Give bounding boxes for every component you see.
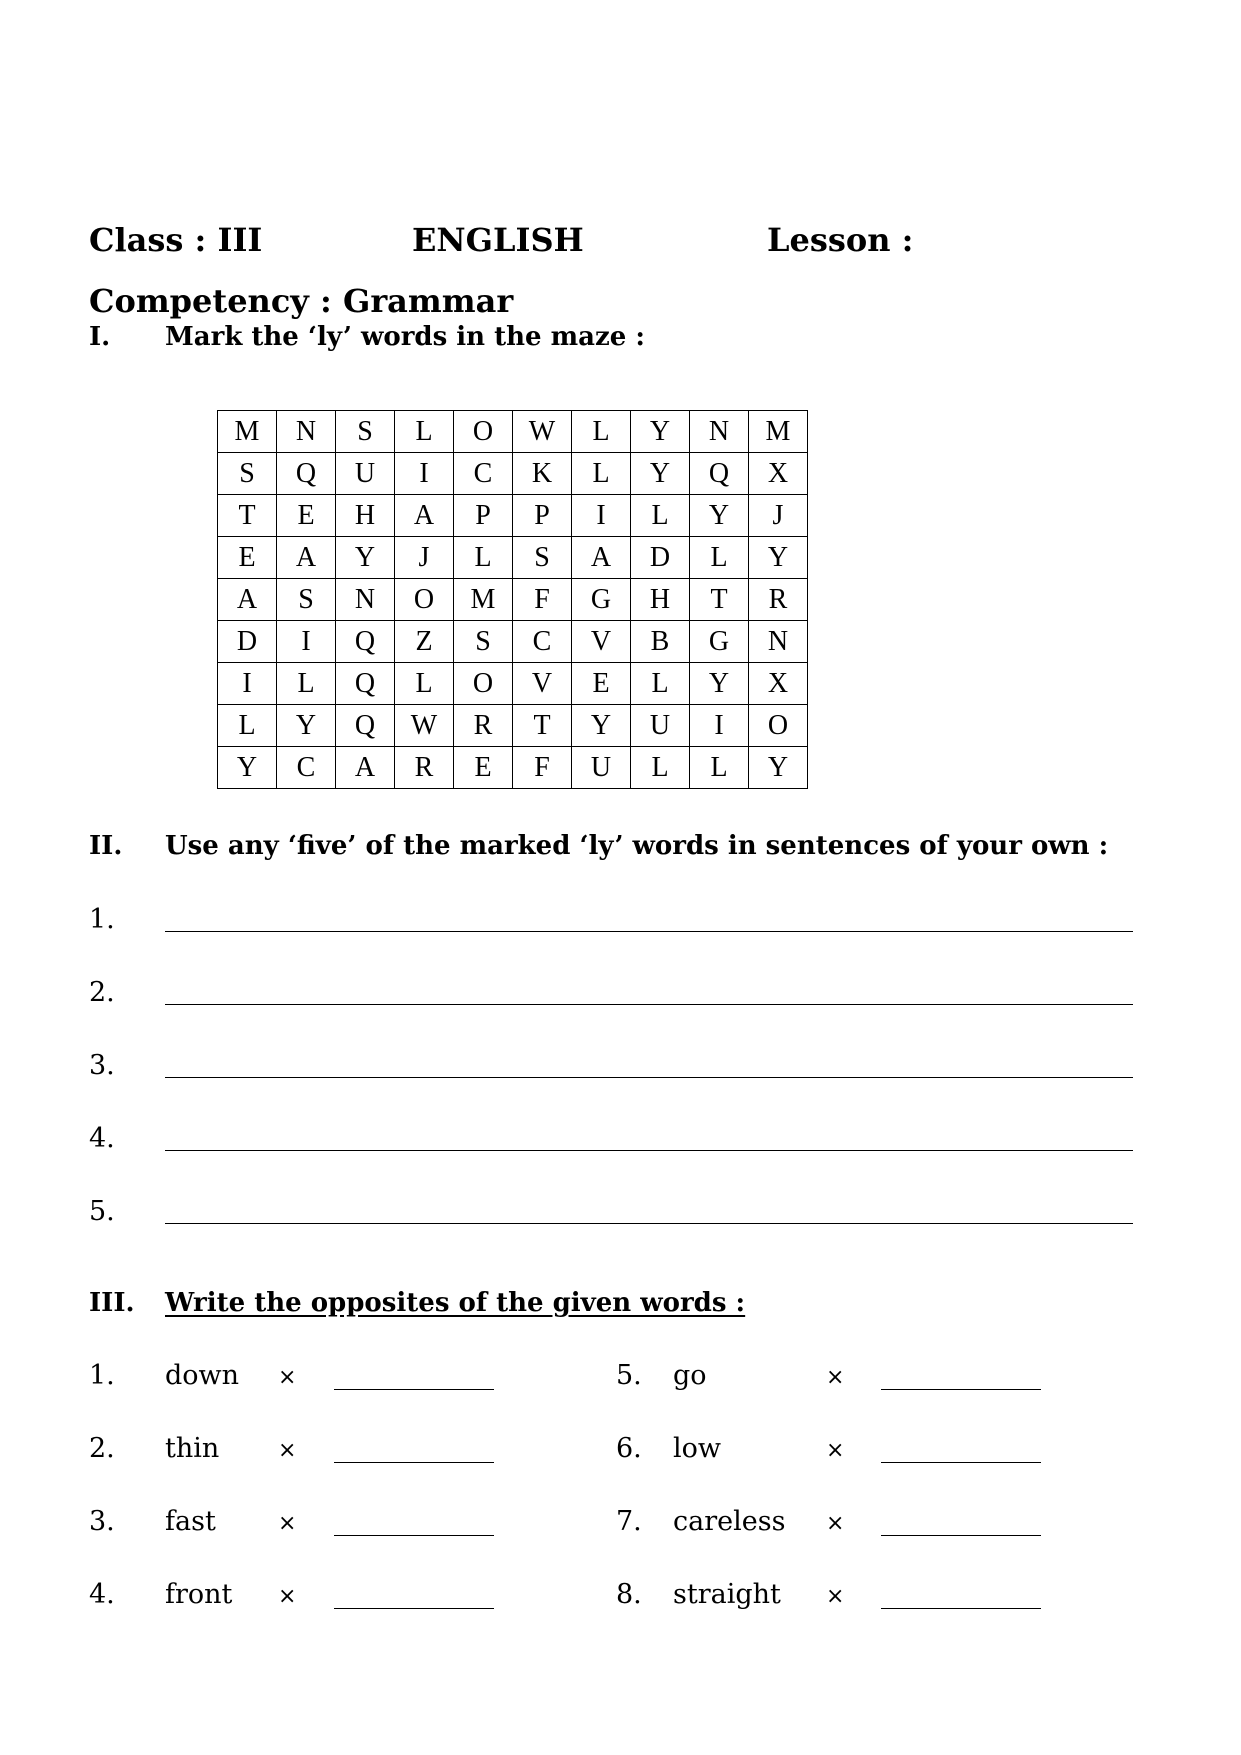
maze-cell[interactable]: C xyxy=(277,747,336,789)
maze-cell[interactable]: L xyxy=(395,663,454,705)
maze-cell[interactable]: Y xyxy=(749,747,808,789)
maze-cell[interactable]: V xyxy=(513,663,572,705)
maze-cell[interactable]: Z xyxy=(395,621,454,663)
maze-cell[interactable]: L xyxy=(631,747,690,789)
maze-cell[interactable]: J xyxy=(749,495,808,537)
maze-cell[interactable]: S xyxy=(513,537,572,579)
opposite-number: 6. xyxy=(616,1433,642,1464)
cross-symbol: × xyxy=(826,1584,845,1609)
answer-line[interactable] xyxy=(334,1608,494,1609)
section-3-instruction: Write the opposites of the given words : xyxy=(165,1288,746,1318)
sentence-number: 1. xyxy=(89,904,115,935)
maze-row xyxy=(218,537,808,579)
maze-row xyxy=(218,411,808,453)
maze-cell[interactable]: U xyxy=(336,453,395,495)
maze-cell[interactable]: M xyxy=(218,411,277,453)
cross-symbol: × xyxy=(278,1511,297,1536)
maze-cell[interactable]: I xyxy=(218,663,277,705)
opposite-word: fast xyxy=(165,1506,216,1537)
maze-cell[interactable]: I xyxy=(395,453,454,495)
answer-line[interactable] xyxy=(334,1389,494,1390)
maze-cell[interactable]: R xyxy=(395,747,454,789)
maze-cell[interactable]: B xyxy=(631,621,690,663)
maze-cell[interactable]: A xyxy=(277,537,336,579)
opposite-word: low xyxy=(673,1433,722,1464)
maze-cell[interactable]: T xyxy=(218,495,277,537)
maze-cell[interactable]: L xyxy=(690,747,749,789)
section-3-number: III. xyxy=(89,1288,135,1318)
maze-cell[interactable]: D xyxy=(218,621,277,663)
maze-cell[interactable]: Y xyxy=(277,705,336,747)
maze-row xyxy=(218,495,808,537)
answer-line[interactable] xyxy=(881,1389,1041,1390)
maze-row xyxy=(218,747,808,789)
maze-cell[interactable]: Y xyxy=(690,663,749,705)
maze-cell[interactable]: C xyxy=(513,621,572,663)
lesson-label: Lesson : xyxy=(767,221,914,259)
maze-cell[interactable]: I xyxy=(690,705,749,747)
maze-cell[interactable]: W xyxy=(395,705,454,747)
maze-cell[interactable]: I xyxy=(277,621,336,663)
maze-cell[interactable]: Y xyxy=(572,705,631,747)
sentence-line[interactable] xyxy=(165,1223,1133,1224)
maze-cell[interactable]: Q xyxy=(336,621,395,663)
maze-cell[interactable]: V xyxy=(572,621,631,663)
maze-cell[interactable]: Q xyxy=(277,453,336,495)
opposite-number: 4. xyxy=(89,1579,115,1610)
opposite-word: careless xyxy=(673,1506,786,1537)
opposite-word: thin xyxy=(165,1433,220,1464)
maze-cell[interactable]: Q xyxy=(336,663,395,705)
maze-cell[interactable]: N xyxy=(277,411,336,453)
maze-cell[interactable]: Y xyxy=(218,747,277,789)
maze-cell[interactable]: R xyxy=(454,705,513,747)
section-2-number: II. xyxy=(89,831,123,861)
maze-cell[interactable]: I xyxy=(572,495,631,537)
subject-title: ENGLISH xyxy=(412,221,584,259)
maze-cell[interactable]: F xyxy=(513,579,572,621)
maze-cell[interactable]: Y xyxy=(690,495,749,537)
maze-cell[interactable]: S xyxy=(277,579,336,621)
opposite-word: straight xyxy=(673,1579,781,1610)
sentence-number: 2. xyxy=(89,977,115,1008)
maze-cell[interactable]: Y xyxy=(631,411,690,453)
sentence-line[interactable] xyxy=(165,931,1133,932)
maze-cell[interactable]: A xyxy=(395,495,454,537)
opposite-number: 5. xyxy=(616,1360,642,1391)
maze-cell[interactable]: O xyxy=(454,411,513,453)
cross-symbol: × xyxy=(826,1365,845,1390)
maze-cell[interactable]: S xyxy=(218,453,277,495)
opposite-number: 1. xyxy=(89,1360,115,1391)
maze-cell[interactable]: T xyxy=(690,579,749,621)
maze-cell[interactable]: H xyxy=(336,495,395,537)
maze-cell[interactable]: R xyxy=(749,579,808,621)
maze-cell[interactable]: U xyxy=(572,747,631,789)
opposite-word: front xyxy=(165,1579,233,1610)
opposite-word: go xyxy=(673,1360,707,1391)
maze-row xyxy=(218,453,808,495)
maze-cell[interactable]: E xyxy=(454,747,513,789)
maze-cell[interactable]: J xyxy=(395,537,454,579)
answer-line[interactable] xyxy=(334,1535,494,1536)
maze-row xyxy=(218,621,808,663)
maze-row xyxy=(218,705,808,747)
sentence-number: 4. xyxy=(89,1123,115,1154)
sentence-line[interactable] xyxy=(165,1150,1133,1151)
opposite-number: 3. xyxy=(89,1506,115,1537)
maze-cell[interactable]: L xyxy=(690,537,749,579)
maze-cell[interactable]: L xyxy=(277,663,336,705)
answer-line[interactable] xyxy=(881,1462,1041,1463)
maze-cell[interactable]: A xyxy=(572,537,631,579)
maze-cell[interactable]: U xyxy=(631,705,690,747)
maze-cell[interactable]: P xyxy=(454,495,513,537)
maze-cell[interactable]: Y xyxy=(631,453,690,495)
word-maze xyxy=(217,410,808,789)
maze-cell[interactable]: O xyxy=(454,663,513,705)
maze-cell[interactable]: K xyxy=(513,453,572,495)
maze-cell[interactable]: N xyxy=(336,579,395,621)
maze-cell[interactable]: S xyxy=(336,411,395,453)
sentence-number: 5. xyxy=(89,1196,115,1227)
sentence-line[interactable] xyxy=(165,1077,1133,1078)
cross-symbol: × xyxy=(826,1438,845,1463)
cross-symbol: × xyxy=(278,1584,297,1609)
maze-cell[interactable]: L xyxy=(218,705,277,747)
maze-cell[interactable]: C xyxy=(454,453,513,495)
maze-cell[interactable]: L xyxy=(631,663,690,705)
maze-cell[interactable]: P xyxy=(513,495,572,537)
sentence-line[interactable] xyxy=(165,1004,1133,1005)
section-2-instruction: Use any ‘five’ of the marked ‘ly’ words in sentences of your own : xyxy=(165,831,1109,861)
maze-cell[interactable]: Y xyxy=(749,537,808,579)
competency-heading: Competency : Grammar xyxy=(89,282,514,320)
class-label: Class : III xyxy=(89,221,263,259)
section-1-number: I. xyxy=(89,322,111,352)
maze-cell[interactable]: L xyxy=(395,411,454,453)
maze-cell[interactable]: L xyxy=(454,537,513,579)
opposite-number: 2. xyxy=(89,1433,115,1464)
maze-row xyxy=(218,663,808,705)
cross-symbol: × xyxy=(278,1438,297,1463)
maze-cell[interactable]: H xyxy=(631,579,690,621)
maze-cell[interactable]: E xyxy=(218,537,277,579)
maze-cell[interactable]: O xyxy=(395,579,454,621)
maze-cell[interactable]: D xyxy=(631,537,690,579)
sentence-number: 3. xyxy=(89,1050,115,1081)
answer-line[interactable] xyxy=(334,1462,494,1463)
cross-symbol: × xyxy=(278,1365,297,1390)
maze-cell[interactable]: L xyxy=(572,411,631,453)
maze-cell[interactable]: X xyxy=(749,453,808,495)
maze-row xyxy=(218,579,808,621)
opposite-number: 8. xyxy=(616,1579,642,1610)
cross-symbol: × xyxy=(826,1511,845,1536)
maze-cell[interactable]: M xyxy=(749,411,808,453)
section-1-instruction: Mark the ‘ly’ words in the maze : xyxy=(165,322,645,352)
maze-cell[interactable]: E xyxy=(572,663,631,705)
opposite-word: down xyxy=(165,1360,240,1391)
maze-cell[interactable]: G xyxy=(572,579,631,621)
maze-cell[interactable]: G xyxy=(690,621,749,663)
maze-cell[interactable]: O xyxy=(749,705,808,747)
maze-cell[interactable]: F xyxy=(513,747,572,789)
maze-cell[interactable]: A xyxy=(336,747,395,789)
maze-cell[interactable]: Q xyxy=(336,705,395,747)
maze-cell[interactable]: A xyxy=(218,579,277,621)
answer-line[interactable] xyxy=(881,1535,1041,1536)
maze-cell[interactable]: Y xyxy=(336,537,395,579)
answer-line[interactable] xyxy=(881,1608,1041,1609)
maze-cell[interactable]: N xyxy=(690,411,749,453)
maze-cell[interactable]: E xyxy=(277,495,336,537)
maze-cell[interactable]: L xyxy=(572,453,631,495)
maze-cell[interactable]: N xyxy=(749,621,808,663)
maze-cell[interactable]: W xyxy=(513,411,572,453)
maze-cell[interactable]: Q xyxy=(690,453,749,495)
maze-cell[interactable]: T xyxy=(513,705,572,747)
maze-cell[interactable]: X xyxy=(749,663,808,705)
maze-cell[interactable]: S xyxy=(454,621,513,663)
maze-cell[interactable]: L xyxy=(631,495,690,537)
opposite-number: 7. xyxy=(616,1506,642,1537)
maze-cell[interactable]: M xyxy=(454,579,513,621)
